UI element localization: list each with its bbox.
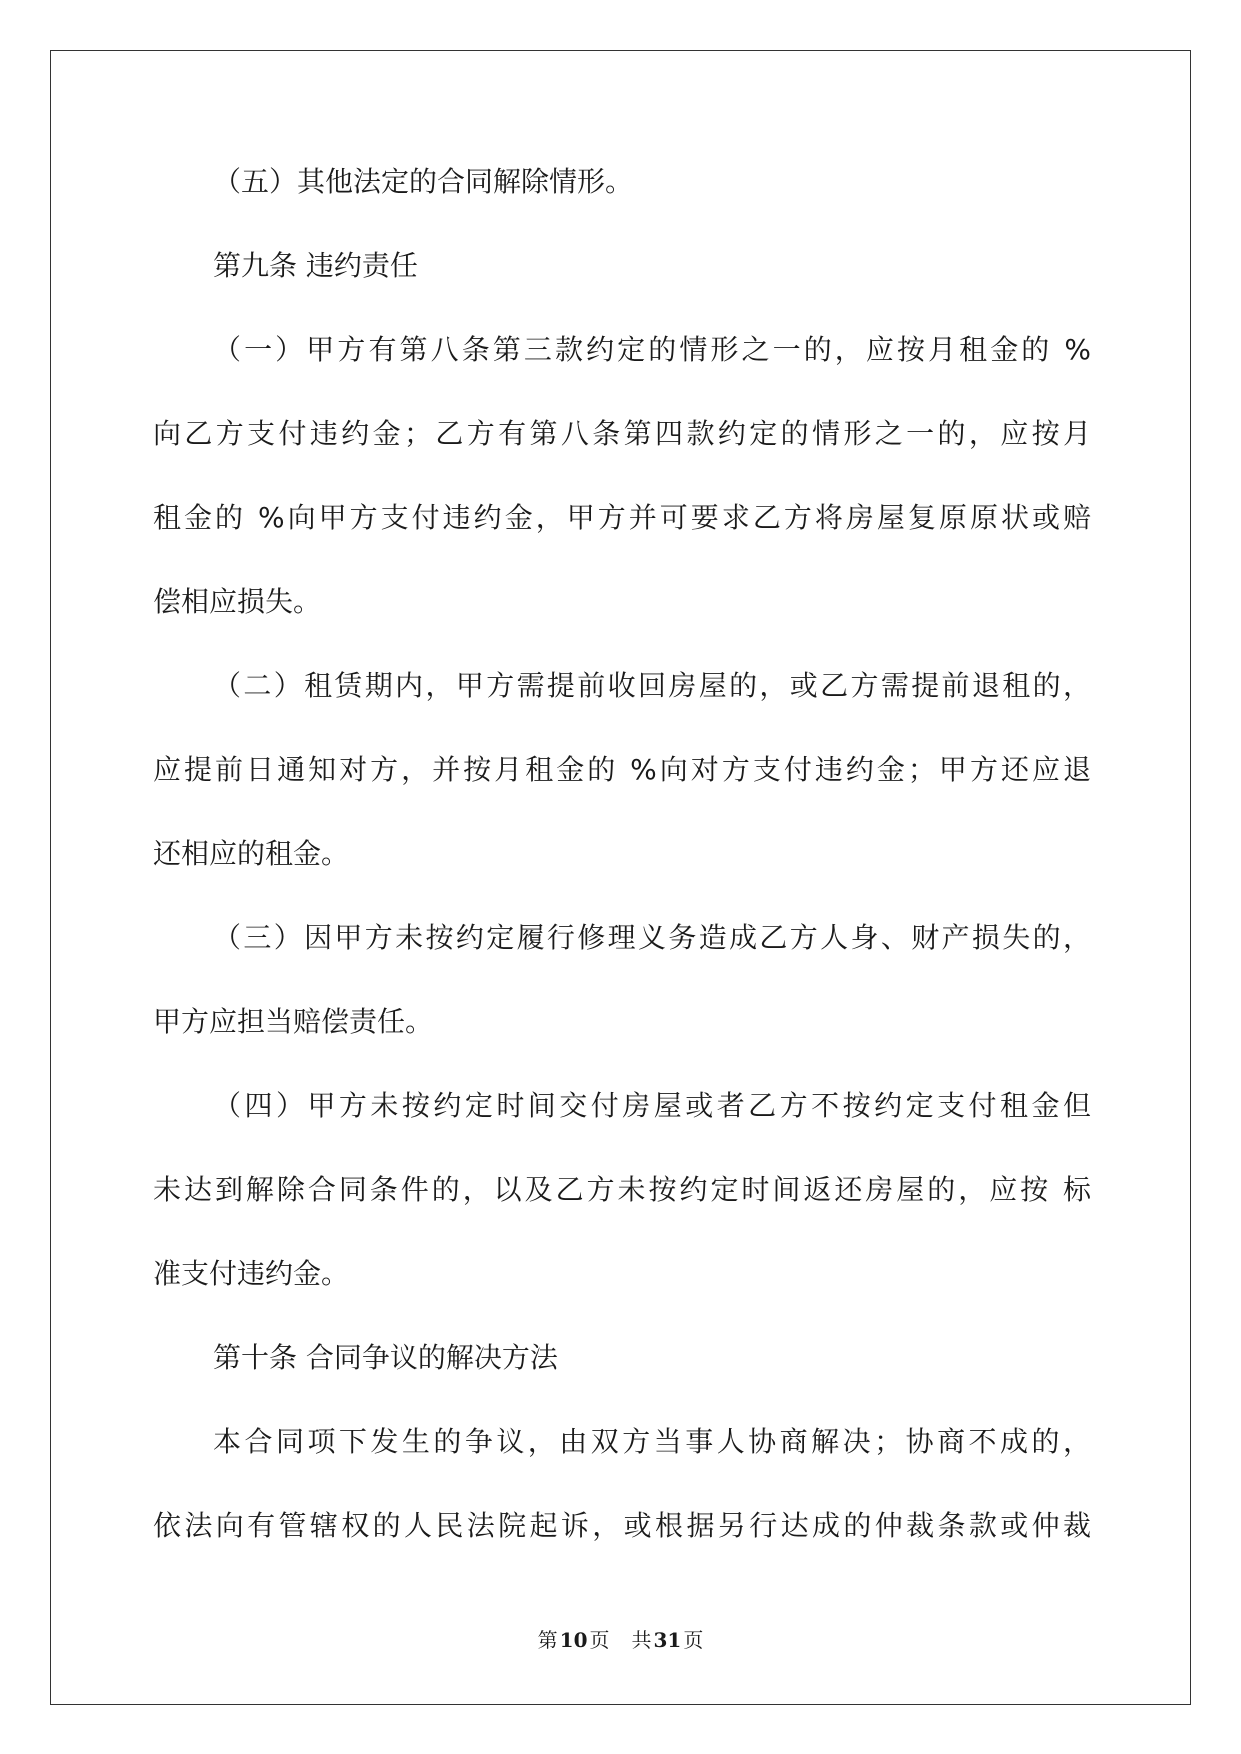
paragraph-line: 未达到解除合同条件的，以及乙方未按约定时间返还房屋的，应按 标 bbox=[153, 1173, 1091, 1206]
total-prefix: 共 bbox=[631, 1628, 652, 1652]
paragraph-line: 偿相应损失。 bbox=[153, 585, 322, 618]
paragraph-line: （五）其他法定的合同解除情形。 bbox=[213, 165, 634, 198]
paragraph-line: （二）租赁期内，甲方需提前收回房屋的，或乙方需提前退租的， bbox=[213, 669, 1091, 702]
page-prefix: 第 bbox=[537, 1628, 558, 1652]
document-body bbox=[153, 160, 1091, 1588]
page-suffix: 页 bbox=[589, 1628, 610, 1652]
paragraph-line: 准支付违约金。 bbox=[153, 1257, 350, 1290]
paragraph-line: 本合同项下发生的争议，由双方当事人协商解决；协商不成的， bbox=[213, 1425, 1091, 1458]
paragraph-line: 向乙方支付违约金；乙方有第八条第四款约定的情形之一的，应按月 bbox=[153, 417, 1091, 450]
paragraph-line: 应提前日通知对方，并按月租金的 %向对方支付违约金；甲方还应退 bbox=[153, 753, 1091, 786]
section-heading-article-9: 第九条 违约责任 bbox=[213, 249, 418, 282]
paragraph-line: （三）因甲方未按约定履行修理义务造成乙方人身、财产损失的， bbox=[213, 921, 1091, 954]
total-suffix: 页 bbox=[683, 1628, 704, 1652]
paragraph-line: （四）甲方未按约定时间交付房屋或者乙方不按约定支付租金但 bbox=[213, 1089, 1091, 1122]
total-pages: 31 bbox=[653, 1628, 682, 1652]
page-number: 10 bbox=[559, 1628, 588, 1652]
section-heading-article-10: 第十条 合同争议的解决方法 bbox=[213, 1341, 558, 1374]
page-footer bbox=[0, 1624, 1241, 1653]
paragraph-line: 甲方应担当赔偿责任。 bbox=[153, 1005, 434, 1038]
paragraph-line: 依法向有管辖权的人民法院起诉，或根据另行达成的仲裁条款或仲裁 bbox=[153, 1509, 1091, 1542]
paragraph-line: （一）甲方有第八条第三款约定的情形之一的，应按月租金的 % bbox=[213, 333, 1091, 366]
paragraph-line: 租金的 %向甲方支付违约金，甲方并可要求乙方将房屋复原原状或赔 bbox=[153, 501, 1091, 534]
paragraph-line: 还相应的租金。 bbox=[153, 837, 350, 870]
